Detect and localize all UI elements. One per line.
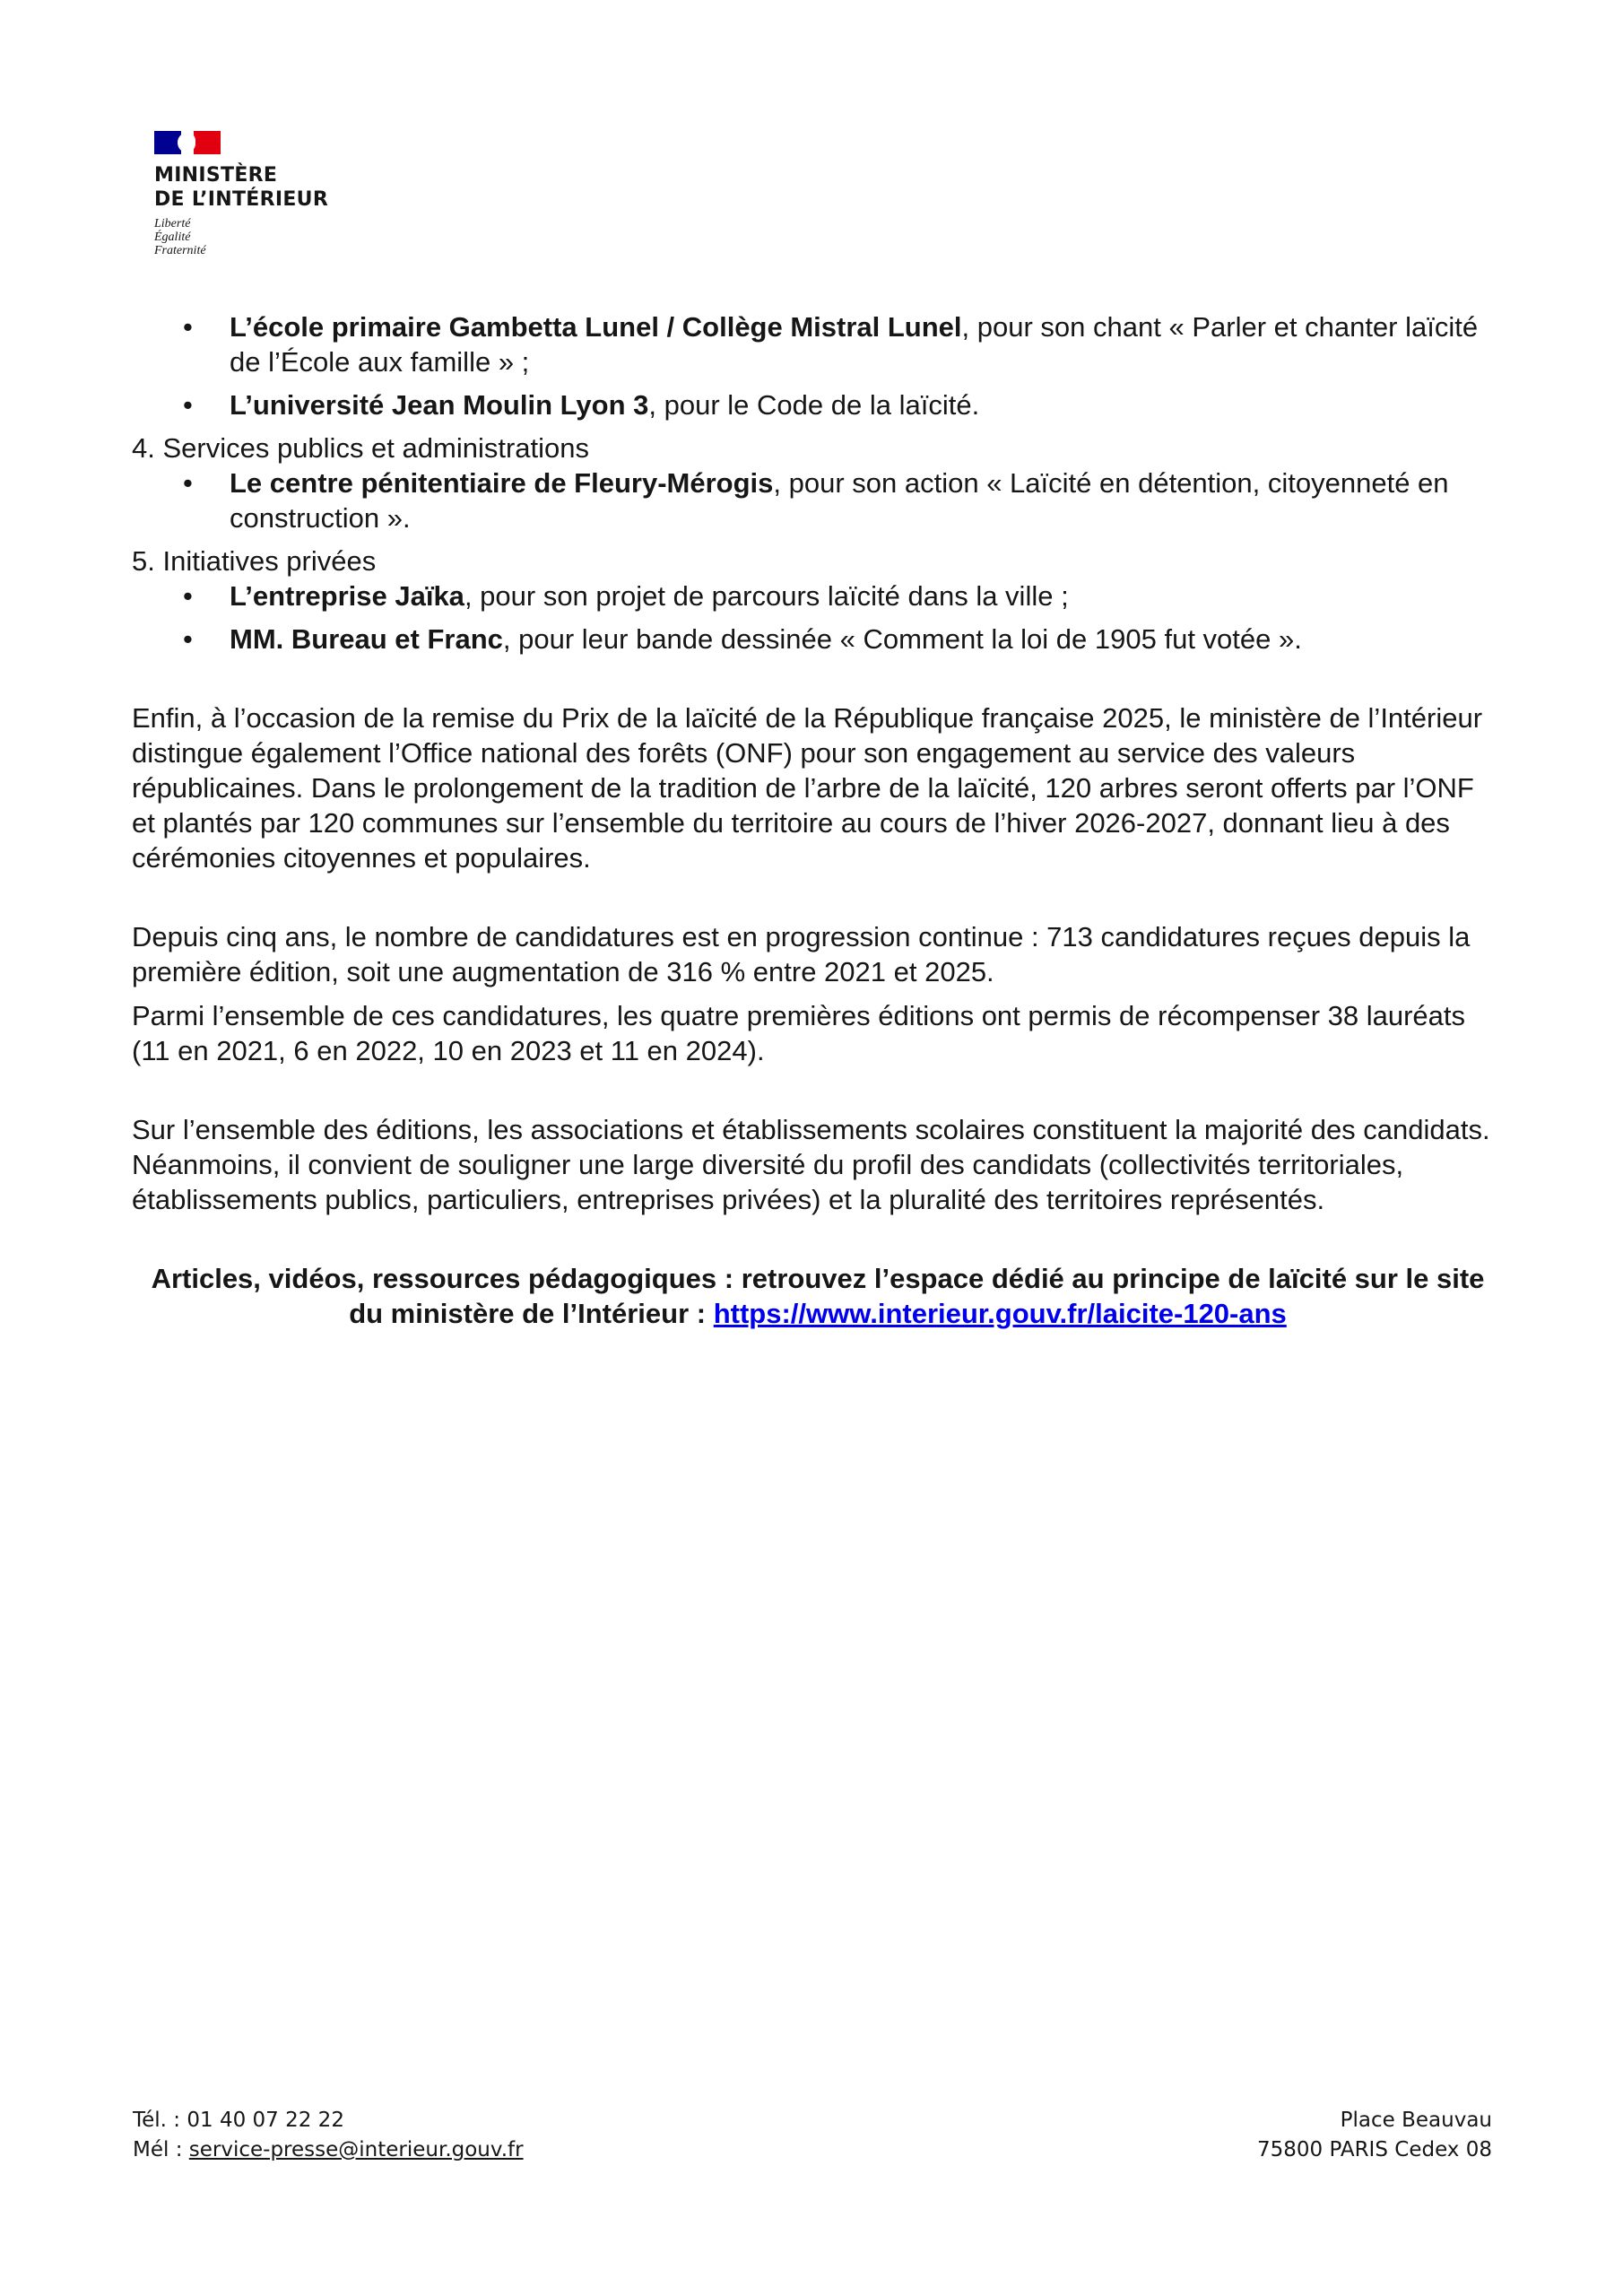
phone-number: 01 40 07 22 22: [187, 2109, 344, 2132]
laureate-name: MM. Bureau et Franc: [230, 623, 503, 655]
section-title-public-services: 4. Services publics et administrations: [132, 432, 590, 464]
ministry-line-2: DE L’INTÉRIEUR: [154, 188, 329, 211]
email-link[interactable]: service-presse@interieur.gouv.fr: [188, 2138, 524, 2161]
footer-contact: [133, 2106, 524, 2165]
list-item: [132, 387, 1504, 422]
motto-liberte: Liberté: [154, 217, 191, 230]
laureate-description: , pour son action « Laïcité en détention, citoyenneté en construction ».: [230, 467, 1449, 534]
laureates-list-private-initiatives: [132, 578, 1504, 657]
ministry-logo: [154, 131, 369, 257]
motto-egalite: Égalité: [154, 230, 191, 244]
paragraph-stats-laureates: Parmi l’ensemble de ces candidatures, les quatre premières éditions ont permis de récompenser 38 lauréats (11 en 2021, 6 en 2022, 10 en 2023 et 11 en 2024).: [132, 1000, 1466, 1066]
phone-label: Tél. :: [133, 2109, 187, 2132]
ministry-name: [154, 163, 369, 212]
laicite-link[interactable]: https://www.interieur.gouv.fr/laicite-120-ans: [713, 1298, 1287, 1329]
resources-text: Articles, vidéos, ressources pédagogiques : retrouvez l’espace dédié au principe de laïcité sur le site du ministère de l’Intérieur :: [151, 1263, 1485, 1329]
footer-email: [133, 2135, 524, 2165]
section-title-private-initiatives: 5. Initiatives privées: [132, 545, 377, 577]
ministry-line-1: MINISTÈRE: [154, 164, 278, 187]
laureate-description: , pour le Code de la laïcité.: [648, 389, 980, 421]
list-item: [132, 622, 1504, 657]
email-label: Mél :: [133, 2138, 189, 2161]
laureate-name: L’école primaire Gambetta Lunel / Collège Mistral Lunel: [230, 311, 962, 343]
list-item: [132, 309, 1504, 379]
address-line-2: 75800 PARIS Cedex 08: [1256, 2138, 1492, 2161]
laureates-list-education: [132, 309, 1504, 422]
list-item: [132, 465, 1504, 535]
resources-callout: [132, 1261, 1504, 1331]
laureate-name: L’entreprise Jaïka: [230, 580, 464, 612]
paragraph-onf: Enfin, à l’occasion de la remise du Prix de la laïcité de la République française 2025, le ministère de l’Intérieur distingue également l’Office national des forêts (ONF) pour son engagement au service des valeurs républicaines. Dans le prolongement de la tradition de l’arbre de la laïcité, 120 arbres seront offerts par l’ONF et plantés par 120 communes sur l’ensemble du territoire au cours de l’hiver 2026-2027, donnant lieu à des cérémonies citoyennes et populaires.: [132, 702, 1483, 874]
laureates-list-public-services: [132, 465, 1504, 535]
address-line-1: Place Beauvau: [1340, 2109, 1492, 2132]
motto-fraternite: Fraternité: [154, 244, 206, 257]
document-body: [132, 309, 1504, 1331]
motto: [154, 217, 369, 257]
paragraph-diversity: Sur l’ensemble des éditions, les associations et établissements scolaires constituent la majorité des candidats. Néanmoins, il convient de souligner une large diversité du profil des candidats (collectivités territoriales, établissements publics, particuliers, entreprises privées) et la pluralité des territoires représentés.: [132, 1114, 1490, 1215]
footer-phone: [133, 2106, 524, 2135]
laureate-description: , pour son chant « Parler et chanter laïcité de l’École aux famille » ;: [230, 311, 1479, 378]
laureate-description: , pour leur bande dessinée « Comment la loi de 1905 fut votée ».: [502, 623, 1302, 655]
laureate-name: Le centre pénitentiaire de Fleury-Mérogis: [230, 467, 774, 499]
footer-address: [1257, 2106, 1492, 2165]
laureate-description: , pour son projet de parcours laïcité dans la ville ;: [464, 580, 1069, 612]
list-item: [132, 578, 1504, 613]
paragraph-stats-applications: Depuis cinq ans, le nombre de candidatures est en progression continue : 713 candidatures reçues depuis la première édition, soit une augmentation de 316 % entre 2021 et 2025.: [132, 921, 1471, 987]
laureate-name: L’université Jean Moulin Lyon 3: [230, 389, 649, 421]
marianne-flag-icon: [154, 131, 221, 154]
